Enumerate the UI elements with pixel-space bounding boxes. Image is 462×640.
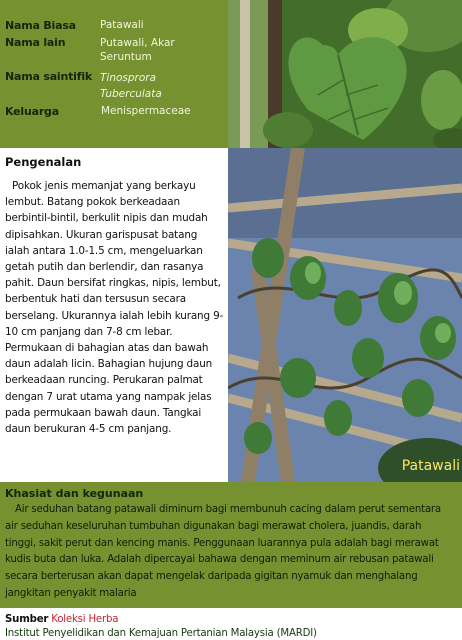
leaves-illustration <box>228 0 462 148</box>
family-value: Menispermaceae <box>101 105 191 117</box>
photo-caption: Patawali <box>401 458 460 474</box>
plant-info-box <box>0 0 228 148</box>
other-names-value: Putawali, Akar Seruntum <box>100 37 175 63</box>
info-row-common-name <box>5 19 228 32</box>
source-label: Sumber <box>5 614 49 625</box>
scientific-name-genus: Tinosprora <box>100 72 157 84</box>
introduction-section <box>0 150 228 482</box>
scientific-name-label: Nama saintifik <box>5 70 93 83</box>
source-footer <box>0 608 462 640</box>
source-collection: Koleksi Herba <box>51 614 119 625</box>
info-row-other-names <box>5 36 228 66</box>
other-names-label: Nama lain <box>5 36 66 49</box>
info-row-scientific-name <box>5 70 228 100</box>
common-name-value: Patawali <box>100 19 144 31</box>
benefits-section <box>0 482 462 608</box>
plant-vine-photo <box>228 148 462 482</box>
scientific-name-species: Tuberculata <box>100 88 162 100</box>
scientific-name-value <box>100 70 162 102</box>
family-label: Keluarga <box>5 105 59 118</box>
info-row-family <box>5 105 228 118</box>
source-institution: Institut Penyelidikan dan Kemajuan Pertanian Malaysia (MARDI) <box>5 628 317 639</box>
benefits-text: Air seduhan batang patawali diminum bagi membunuh cacing dalam perut sementara air seduhan keseluruhan tumbuhan digunakan bagi merawat cholera, juandis, darah tinggi, sakit perut dan kencing manis. Penggunaan luarannya pula adalah bagi merawat kudis buta dan luka. Adalah dipercayai bahawa dengan meminum air rebusan patawali secara berterusan akan dapat mengelak daripada gigitan nyamuk dan menghalang jangkitan penyakit malaria <box>5 504 441 599</box>
source-line <box>5 613 462 627</box>
introduction-heading: Pengenalan <box>5 155 82 169</box>
introduction-text: Pokok jenis memanjat yang berkayu lembut. Batang pokok berkeadaan berbintil-bintil, berkulit nipis dan mudah dipisahkan. Ukuran garispusat batang ialah antara 1.0-1.5 cm, mengeluarkan getah putih dan berlendir, dan rasanya pahit. Daun bersifat ringkas, nipis, lembut, berbentuk hati dan tersusun secara berselang. Ukurannya ialah lebih kurang 9-10 cm panjang dan 7-8 cm lebar. Permukaan di bahagian atas dan bawah daun adalah licin. Bahagian hujung daun berkeadaan runcing. Perukaran palmat dengan 7 urat utama yang nampak jelas pada permukaan bawah daun. Tangkai daun berukuran 4-5 cm panjang. <box>5 180 224 436</box>
common-name-label: Nama Biasa <box>5 19 76 32</box>
vine-illustration <box>228 148 462 482</box>
benefits-heading: Khasiat dan kegunaan <box>5 487 144 500</box>
plant-leaves-photo <box>228 0 462 148</box>
